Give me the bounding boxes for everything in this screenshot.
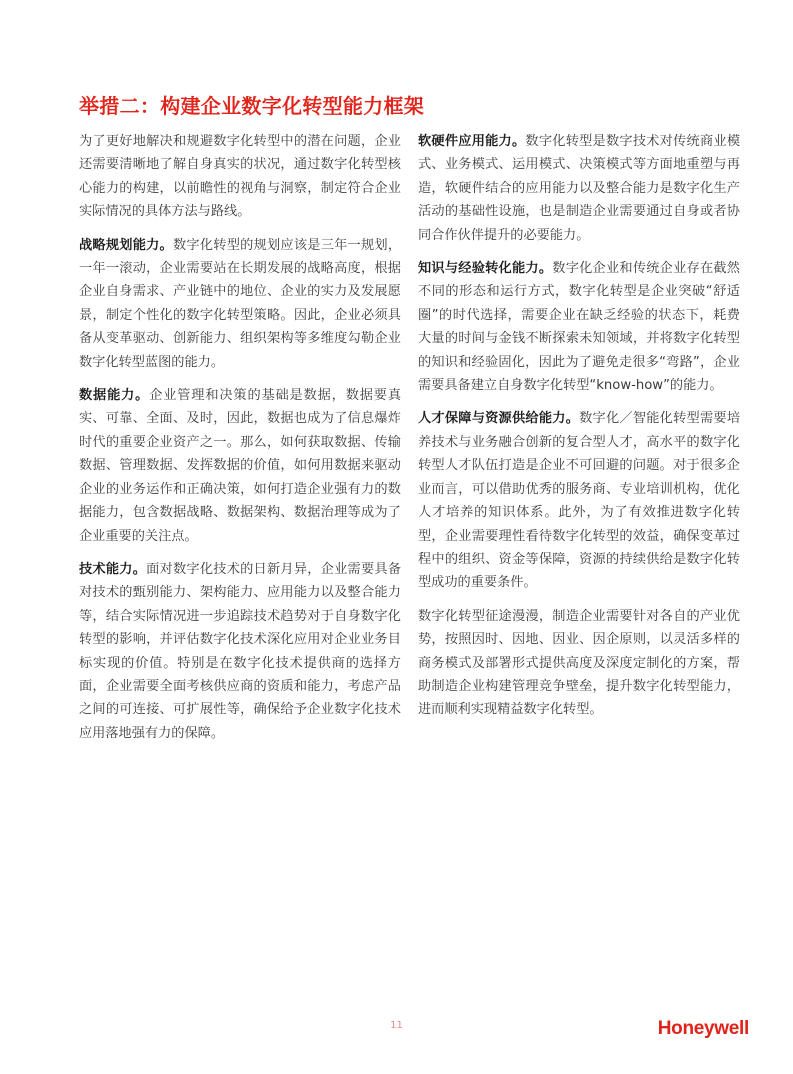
paragraph-lead: 知识与经验转化能力。 xyxy=(418,261,553,277)
conclusion-paragraph xyxy=(418,605,740,722)
paragraph-body: 面对数字化技术的日新月异，企业需要具备对技术的甄别能力、架构能力、应用能力以及整合能力等，结合实际情况进一步追踪技术趋势对于自身数字化转型的影响，并评估数字化技术深化应用对企业业务目标实现的价值。特别是在数字化技术提供商的选择方面，企业需要全面考核供应商的资质和能力，考虑产品之间的可连接、可扩展性等，确保给予企业数字化技术应用落地强有力的保障。 xyxy=(79,561,402,741)
technology-capability-paragraph xyxy=(79,558,401,745)
paragraph-body: 数字化企业和传统企业存在截然不同的形态和运行方式，数字化转型是企业突破“舒适圈”的时代选择，需要企业在缺乏经验的状态下，耗费大量的时间与金钱不断探索未知领域，并将数字化转型的知识和经验固化，因此为了避免走很多“弯路”，企业需要具备建立自身数字化转型“know-how”的能力。 xyxy=(418,261,740,394)
paragraph-body: 数字化转型是数字技术对传统商业模式、业务模式、运用模式、决策模式等方面地重塑与再造，软硬件结合的应用能力以及整合能力是数字化生产活动的基础性设施，也是制造企业需要通过自身或者协同合作伙伴提升的必要能力。 xyxy=(418,134,741,243)
intro-paragraph xyxy=(79,130,401,224)
paragraph-body: 为了更好地解决和规避数字化转型中的潜在问题，企业还需要清晰地了解自身真实的状况，通过数字化转型核心能力的构建，以前瞻性的视角与洞察，制定符合企业实际情况的具体方法与路线。 xyxy=(79,134,401,220)
paragraph-lead: 人才保障与资源供给能力。 xyxy=(418,411,580,427)
page-number: 11 xyxy=(390,1020,403,1031)
paragraph-body: 数字化／智能化转型需要培养技术与业务融合创新的复合型人才，高水平的数字化转型人才队伍打造是企业不可回避的问题。对于很多企业而言，可以借助优秀的服务商、专业培训机构，优化人才培养的知识体系。此外，为了有效推进数字化转型，企业需要理性看待数字化转型的效益，确保变革过程中的组织、资金等保障，资源的持续供给是数字化转型成功的重要条件。 xyxy=(418,411,741,591)
paragraph-body: 数字化转型征途漫漫，制造企业需要针对各自的产业优势，按照因时、因地、因业、因企原则，以灵活多样的商务模式及部署形式提供高度及深度定制化的方案，帮助制造企业构建管理竞争壁垒，提升数字化转型能力，进而顺利实现精益数字化转型。 xyxy=(418,608,740,718)
talent-resource-paragraph xyxy=(418,407,740,594)
data-capability-paragraph xyxy=(79,384,401,548)
right-column xyxy=(418,130,740,732)
left-column xyxy=(79,130,401,755)
paragraph-lead: 软硬件应用能力。 xyxy=(418,134,526,149)
paragraph-body: 企业管理和决策的基础是数据，数据要真实、可靠、全面、及时，因此，数据也成为了信息爆炸时代的重要企业资产之一。那么，如何获取数据、传输数据、管理数据、发挥数据的价值，如何用数据来驱动企业的业务运作和正确决策，如何打造企业强有力的数据能力，包含数据战略、数据架构、数据治理等成为了企业重要的关注点。 xyxy=(79,388,402,544)
paragraph-body: 数字化转型的规划应该是三年一规划，一年一滚动，企业需要站在长期发展的战略高度，根据企业自身需求、产业链中的地位、企业的实力及发展愿景，制定个性化的数字化转型策略。因此，企业必须具备从变革驱动、创新能力、组织架构等多维度勾勒企业数字化转型蓝图的能力。 xyxy=(79,237,402,370)
strategy-planning-paragraph xyxy=(79,234,401,374)
paragraph-lead: 数据能力。 xyxy=(79,388,150,404)
honeywell-logo: Honeywell xyxy=(657,1018,749,1039)
section-heading: 举措二：构建企业数字化转型能力框架 xyxy=(79,94,425,118)
paragraph-lead: 战略规划能力。 xyxy=(79,237,173,253)
paragraph-lead: 技术能力。 xyxy=(79,561,147,577)
knowledge-experience-paragraph xyxy=(418,257,740,397)
software-hardware-paragraph xyxy=(418,130,740,247)
